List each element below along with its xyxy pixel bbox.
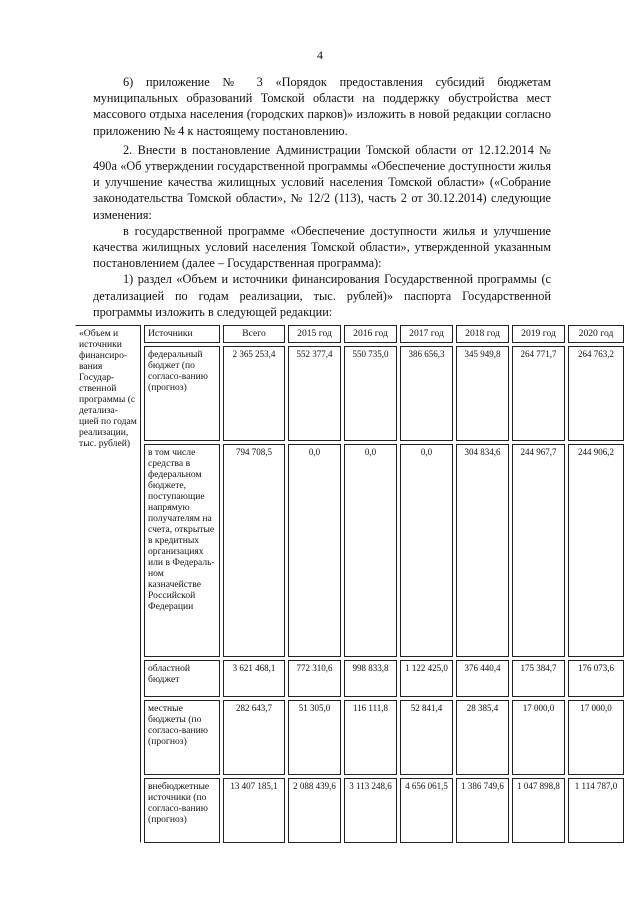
source-federal: федеральный бюджет (по согласо-ванию (прогноз) [144,346,220,441]
header-2015: 2015 год [288,325,341,343]
table-cell: 28 385,4 [456,700,509,775]
table-cell: 244 967,7 [512,444,565,657]
table-cell: 1 047 898,8 [512,778,565,843]
table-cell: 772 310,6 [288,660,341,697]
table-cell: 0,0 [288,444,341,657]
table-row [75,444,624,657]
table-cell: 1 114 787,0 [568,778,624,843]
paragraph-amend-resolution: 2. Внести в постановление Администрации Томской области от 12.12.2014 № 490а «Об утверждении государственной программы «Обеспечение доступности жилья и улучшение качества жилищных условий населения Томской области» («Собрание законодательства Томской области», № 12/2 (113), часть 2 от 30.12.2014) следующие изменения: [93,142,551,222]
table-cell: 17 000,0 [568,700,624,775]
table-cell: 51 305,0 [288,700,341,775]
table-cell: 376 440,4 [456,660,509,697]
table-row [75,778,624,843]
table-cell: 264 763,2 [568,346,624,441]
table-cell: 345 949,8 [456,346,509,441]
financing-table [72,322,627,846]
paragraph-state-program: в государственной программе «Обеспечение доступности жилья и улучшение качества жилищных условий населения Томской области», утвержденной указанным постановлением (далее – Государственная программа): [93,223,551,271]
table-cell: 176 073,6 [568,660,624,697]
body-text [93,74,551,320]
table-cell: 0,0 [344,444,397,657]
table-cell: 550 735,0 [344,346,397,441]
table-cell: 3 113 248,6 [344,778,397,843]
table-row [75,346,624,441]
source-local: местные бюджеты (по согласо-ванию (прогноз) [144,700,220,775]
table-cell: 1 122 425,0 [400,660,453,697]
source-extrabudgetary: внебюджетные источники (по согласо-ванию (прогноз) [144,778,220,843]
source-federal-direct: в том числе средства в федеральном бюджете, поступающие напрямую получателям на счета, открытые в кредитных организациях или в Федераль-ном казначействе Российской Федерации [144,444,220,657]
table-cell: 386 656,3 [400,346,453,441]
table-cell: 52 841,4 [400,700,453,775]
table-row [75,660,624,697]
header-2017: 2017 год [400,325,453,343]
table-cell: 17 000,0 [512,700,565,775]
table-cell: 304 834,6 [456,444,509,657]
table-cell: 998 833,8 [344,660,397,697]
table-cell: 552 377,4 [288,346,341,441]
header-2020: 2020 год [568,325,624,343]
paragraph-section-financing: 1) раздел «Объем и источники финансирования Государственной программы (с детализацией по годам реализации, тыс. рублей)» паспорта Государственной программы изложить в следующей редакции: [93,272,551,319]
table-cell: 2 365 253,4 [223,346,285,441]
table-cell: 4 656 061,5 [400,778,453,843]
paragraph-appendix-3: 6) приложение № 3 «Порядок предоставления субсидий бюджетам муниципальных образований Томской области на поддержку обустройства мест массового отдыха населения (городских парков)» изложить в новой редакции согласно приложению № 4 к настоящему постановлению. [93,75,551,138]
header-2016: 2016 год [344,325,397,343]
table-cell: 3 621 468,1 [223,660,285,697]
table-cell: 13 407 185,1 [223,778,285,843]
table-cell: 116 111,8 [344,700,397,775]
table-row [75,700,624,775]
table-cell: 244 906,2 [568,444,624,657]
financing-label-cell: «Объем и источники финансиро-вания Государ-ственной программы (с детализа-цией по годам реализации, тыс. рублей) [75,325,141,843]
table-cell: 264 771,7 [512,346,565,441]
table-header-row [75,325,624,343]
header-2019: 2019 год [512,325,565,343]
header-2018: 2018 год [456,325,509,343]
table-cell: 1 386 749,6 [456,778,509,843]
table-cell: 0,0 [400,444,453,657]
header-total: Всего [223,325,285,343]
table-cell: 282 643,7 [223,700,285,775]
table-cell: 2 088 439,6 [288,778,341,843]
header-sources: Источники [144,325,220,343]
source-regional: областной бюджет [144,660,220,697]
table-cell: 175 384,7 [512,660,565,697]
table-cell: 794 708,5 [223,444,285,657]
page-number: 4 [317,48,323,62]
